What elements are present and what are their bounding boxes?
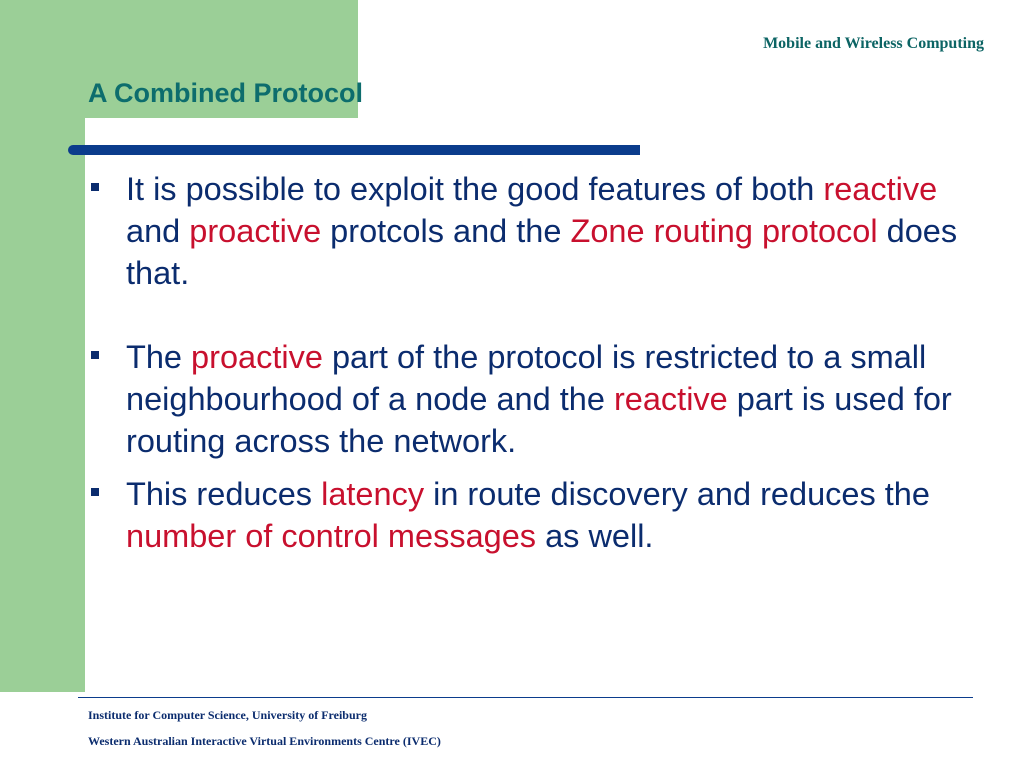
bullet-item bbox=[88, 473, 988, 557]
bullet-item bbox=[88, 168, 988, 294]
bullet-text: It is possible to exploit the good features of both bbox=[126, 171, 824, 207]
bullet-text: does that. bbox=[126, 213, 958, 291]
bullet-text: The bbox=[126, 339, 192, 375]
highlight-text: proactive bbox=[191, 339, 323, 375]
highlight-text: latency bbox=[321, 476, 425, 512]
footer-institute: Institute for Computer Science, University of Freiburg bbox=[88, 708, 367, 722]
highlight-text: proactive bbox=[189, 213, 322, 249]
highlight-text: Zone routing protocol bbox=[570, 213, 878, 249]
bullet-text: protcols and the bbox=[321, 213, 571, 249]
bullet-list bbox=[88, 168, 988, 557]
bullet-text: This reduces bbox=[126, 476, 322, 512]
footer-divider bbox=[78, 697, 973, 698]
slide-title: A Combined Protocol bbox=[88, 78, 363, 108]
course-header: Mobile and Wireless Computing bbox=[763, 35, 984, 52]
bullet-item bbox=[88, 336, 988, 462]
highlight-text: reactive bbox=[613, 381, 728, 417]
bullet-text: part is used for routing across the network. bbox=[126, 381, 952, 459]
green-accent-left bbox=[0, 0, 85, 692]
bullet-text: part of the protocol is restricted to a small neighbourhood of a node and the bbox=[126, 339, 927, 417]
bullet-text: and bbox=[126, 213, 190, 249]
square-bullet-icon bbox=[91, 183, 99, 191]
title-underline-bar bbox=[68, 145, 640, 155]
bullet-text: in route discovery and reduces the bbox=[424, 476, 930, 512]
square-bullet-icon bbox=[91, 351, 99, 359]
highlight-text: number of control messages bbox=[126, 518, 537, 554]
footer-centre: Western Australian Interactive Virtual Environments Centre (IVEC) bbox=[88, 734, 441, 748]
square-bullet-icon bbox=[91, 488, 99, 496]
bullet-text: as well. bbox=[536, 518, 654, 554]
highlight-text: reactive bbox=[823, 171, 938, 207]
